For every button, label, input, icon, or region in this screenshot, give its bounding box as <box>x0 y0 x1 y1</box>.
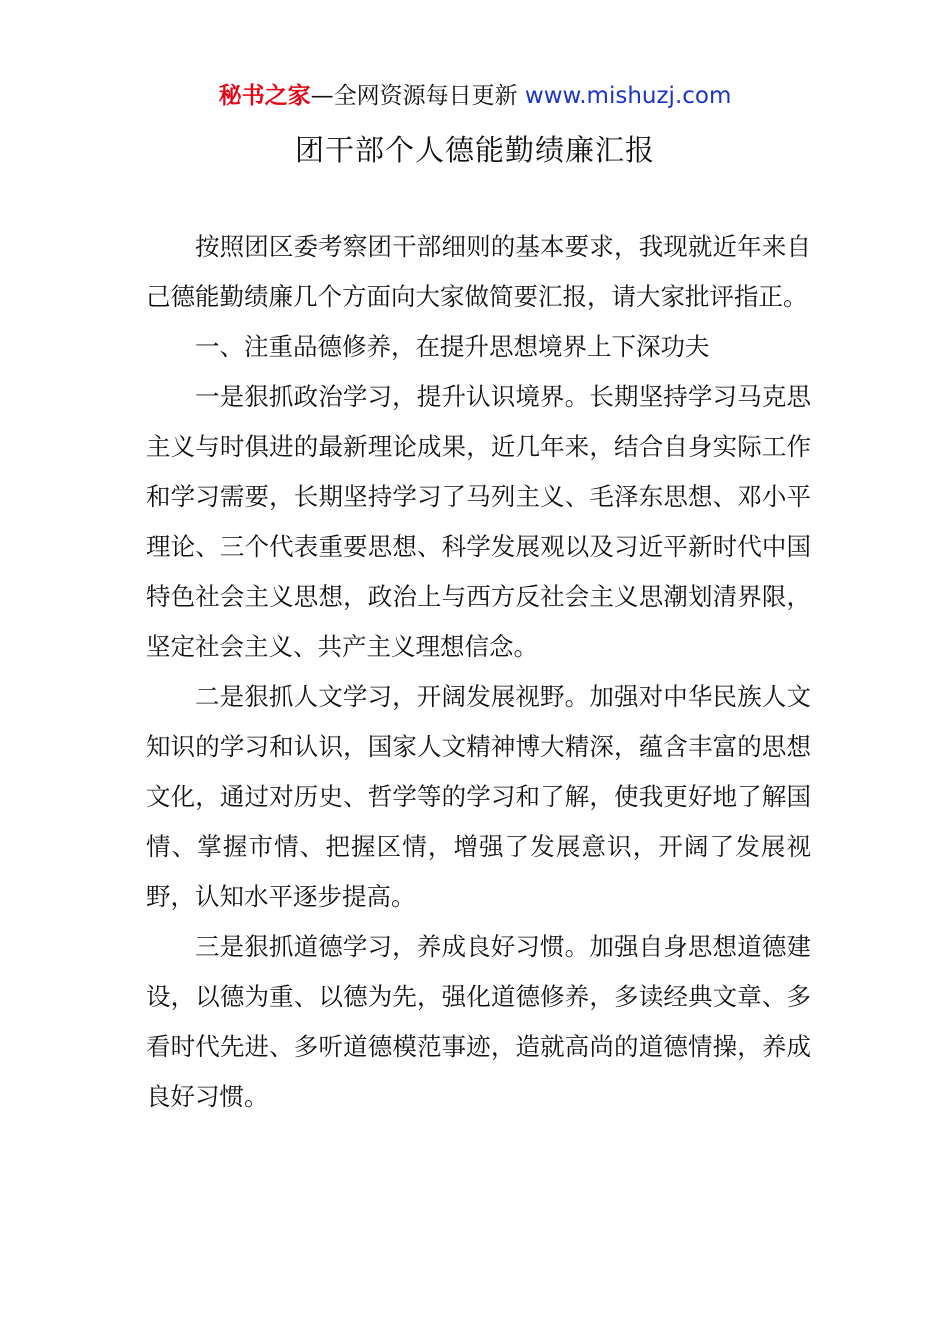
body-paragraph: 三是狠抓道德学习，养成良好习惯。加强自身思想道德建设，以德为重、以德为先，强化道德修养，多读经典文章、多看时代先进、多听道德模范事迹，造就高尚的道德情操，养成良好习惯。 <box>146 932 811 1111</box>
site-header <box>0 80 950 112</box>
document-title: 团干部个人德能勤绩廉汇报 <box>294 133 655 167</box>
body-paragraph: 一是狠抓政治学习，提升认识境界。长期坚持学习马克思主义与时俱进的最新理论成果，近几年来，结合自身实际工作和学习需要，长期坚持学习了马列主义、毛泽东思想、邓小平理论、三个代表重要思想、科学发展观以及习近平新时代中国特色社会主义思想，政治上与西方反社会主义思潮划清界限，坚定社会主义、共产主义理想信念。 <box>146 382 811 661</box>
document-body <box>146 222 811 1122</box>
brand-name: 秘书之家 <box>218 83 311 109</box>
site-url-link[interactable]: www.mishuzj.com <box>524 83 732 109</box>
intro-paragraph: 按照团区委考察团干部细则的基本要求，我现就近年来自己德能勤绩廉几个方面向大家做简要汇报，请大家批评指正。 <box>146 232 811 311</box>
section-heading: 一、注重品德修养，在提升思想境界上下深功夫 <box>195 332 710 361</box>
body-paragraph: 二是狠抓人文学习，开阔发展视野。加强对中华民族人文知识的学习和认识，国家人文精神博大精深，蕴含丰富的思想文化，通过对历史、哲学等的学习和了解，使我更好地了解国情、掌握市情、把握区情，增强了发展意识，开阔了发展视野，认知水平逐步提高。 <box>146 682 811 911</box>
header-tagline: —全网资源每日更新 <box>310 83 518 109</box>
